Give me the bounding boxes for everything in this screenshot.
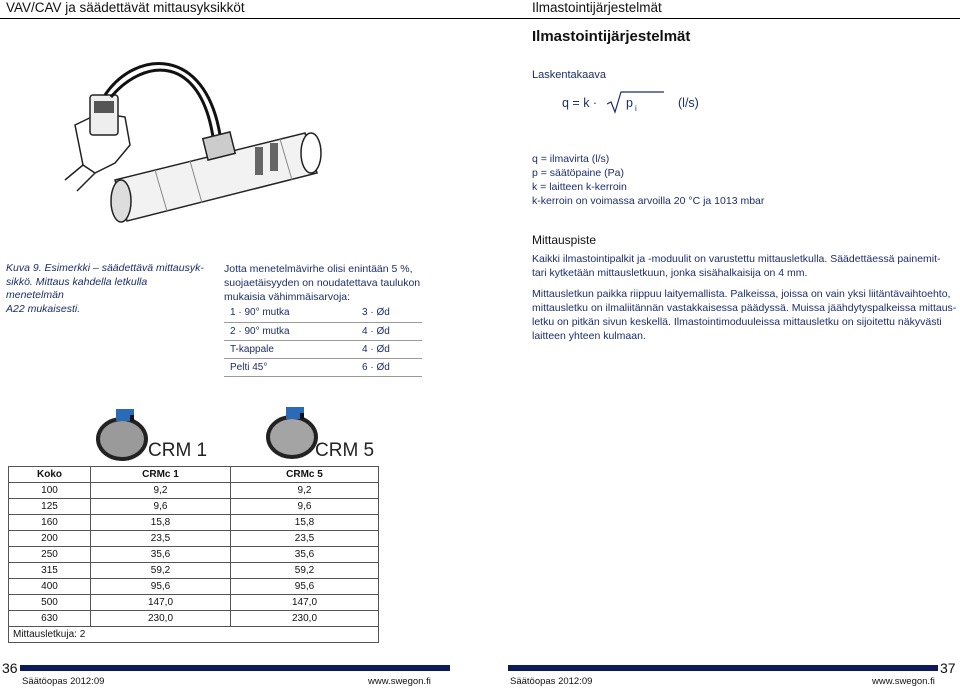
right-page-number: 37 [940, 660, 956, 676]
table-cell: 9,6 [91, 499, 231, 515]
table-cell: 230,0 [91, 611, 231, 627]
table-cell: 9,6 [231, 499, 379, 515]
table-cell: 35,6 [231, 547, 379, 563]
table-cell: 15,8 [91, 515, 231, 531]
paragraph-line: Mittausletkun paikka riippuu laityemallista. Palkeissa, joissa on vain yksi liitäntävaihtoehto, [532, 288, 951, 300]
duct-measurement-illustration [55, 55, 375, 255]
table-cell: 160 [9, 515, 91, 531]
left-page-number: 36 [2, 660, 18, 676]
left-footer-url[interactable]: www.swegon.fi [368, 676, 431, 687]
k-factor-table [8, 466, 379, 643]
formula-sqrt-term: p [626, 96, 633, 110]
table-cell: 500 [9, 595, 91, 611]
table-cell: 400 [9, 579, 91, 595]
table-cell: 23,5 [231, 531, 379, 547]
measurement-paragraph-1 [532, 252, 957, 280]
calculation-title: Laskentakaava [532, 69, 606, 81]
table-cell: 315 [9, 563, 91, 579]
precision-value: 4 · Ød [356, 322, 422, 340]
right-footer-publication: Säätöopas 2012:09 [510, 676, 593, 687]
intro-line: suojaetäisyyden on noudatettava taulukon [224, 277, 421, 289]
column-header: CRMc 1 [91, 467, 231, 483]
table-cell: 95,6 [91, 579, 231, 595]
precision-table [224, 304, 422, 377]
table-cell: 59,2 [91, 563, 231, 579]
table-cell: 95,6 [231, 579, 379, 595]
intro-line: mukaisia vähimmäisarvoja: [224, 291, 351, 303]
paragraph-line: laitteen yhteen kulmaan. [532, 330, 646, 342]
figure-caption [6, 262, 206, 316]
table-cell: 230,0 [231, 611, 379, 627]
caption-line: Kuva 9. Esimerkki – säädettävä mittausyk- [6, 262, 204, 274]
k-factor-table-wrap [8, 466, 379, 643]
page-title: Ilmastointijärjestelmät [532, 28, 691, 45]
left-footer-bar [20, 665, 450, 671]
table-row [9, 483, 379, 499]
table-cell: 23,5 [91, 531, 231, 547]
product-label-crm5: CRM 5 [315, 440, 375, 461]
table-row [224, 358, 422, 376]
paragraph-line: Kaikki ilmastointipalkit ja -moduulit on varustettu mittausletkulla. Säädettäessä painemit- [532, 253, 941, 265]
table-cell: 630 [9, 611, 91, 627]
definition-item: p = säätöpaine (Pa) [532, 167, 624, 179]
definition-item: q = ilmavirta (l/s) [532, 153, 610, 165]
table-row [9, 611, 379, 627]
table-row [9, 515, 379, 531]
table-cell: 147,0 [91, 595, 231, 611]
table-cell: 147,0 [231, 595, 379, 611]
table-cell: 15,8 [231, 515, 379, 531]
formula-unit: (l/s) [678, 96, 699, 110]
left-footer-publication: Säätöopas 2012:09 [22, 676, 105, 687]
table-row [9, 499, 379, 515]
table-cell: 100 [9, 483, 91, 499]
formula-subscript: i [635, 104, 637, 113]
table-row [9, 531, 379, 547]
right-footer-url[interactable]: www.swegon.fi [872, 676, 935, 687]
right-footer-bar [508, 665, 938, 671]
table-cell: 200 [9, 531, 91, 547]
definition-list [532, 152, 764, 208]
precision-label: 1 · 90° mutka [224, 304, 356, 322]
crm5-product-image [262, 403, 322, 461]
intro-line: Jotta menetelmävirhe olisi enintään 5 %, [224, 263, 413, 275]
formula-left: q = k · [562, 96, 598, 110]
table-row [224, 304, 422, 322]
table-cell: 9,2 [91, 483, 231, 499]
precision-value: 3 · Ød [356, 304, 422, 322]
precision-label: 2 · 90° mutka [224, 322, 356, 340]
right-header-title: Ilmastointijärjestelmät [532, 0, 662, 15]
precision-label: Pelti 45° [224, 358, 356, 376]
column-header: CRMc 5 [231, 467, 379, 483]
table-row [224, 322, 422, 340]
table-cell: 59,2 [231, 563, 379, 579]
precision-intro [224, 262, 434, 304]
table-cell: 125 [9, 499, 91, 515]
precision-value: 6 · Ød [356, 358, 422, 376]
paragraph-line: letku on pitkän sivun keskellä. Ilmastointimoduuleissa mittausletku on sijoitettu näkyvästi [532, 316, 942, 328]
table-row [9, 627, 379, 643]
column-header: Koko [9, 467, 91, 483]
measurement-paragraph-2 [532, 287, 957, 343]
table-header-row [9, 467, 379, 483]
table-cell: 35,6 [91, 547, 231, 563]
table-cell: 250 [9, 547, 91, 563]
table-row [224, 340, 422, 358]
caption-line: sikkö. Mittaus kahdella letkulla menetelmän [6, 275, 148, 301]
crm1-product-image [92, 405, 152, 463]
left-header-title: VAV/CAV ja säädettävät mittausyksikköt [6, 0, 245, 15]
paragraph-line: mittausletku on ilmaliitännän vastakkaisessa päädyssä. Muissa jäähdytyspalkeissa mittaus- [532, 302, 957, 314]
table-cell: 9,2 [231, 483, 379, 499]
header-rule [0, 18, 960, 19]
precision-label: T-kappale [224, 340, 356, 358]
section-title-measurement: Mittauspiste [532, 233, 597, 247]
precision-table-wrap [224, 304, 422, 377]
table-row [9, 595, 379, 611]
precision-value: 4 · Ød [356, 340, 422, 358]
table-row [9, 579, 379, 595]
table-row [9, 563, 379, 579]
table-footnote: Mittausletkuja: 2 [9, 627, 379, 643]
table-row [9, 547, 379, 563]
paragraph-line: tari kytketään mittausletkuun, jonka sisähalkaisija on 4 mm. [532, 267, 808, 279]
product-label-crm1: CRM 1 [148, 440, 208, 461]
definition-item: k = laitteen k-kerroin [532, 181, 627, 193]
caption-line: A22 mukaisesti. [6, 302, 81, 315]
definition-item: k-kerroin on voimassa arvoilla 20 °C ja 1013 mbar [532, 195, 765, 207]
